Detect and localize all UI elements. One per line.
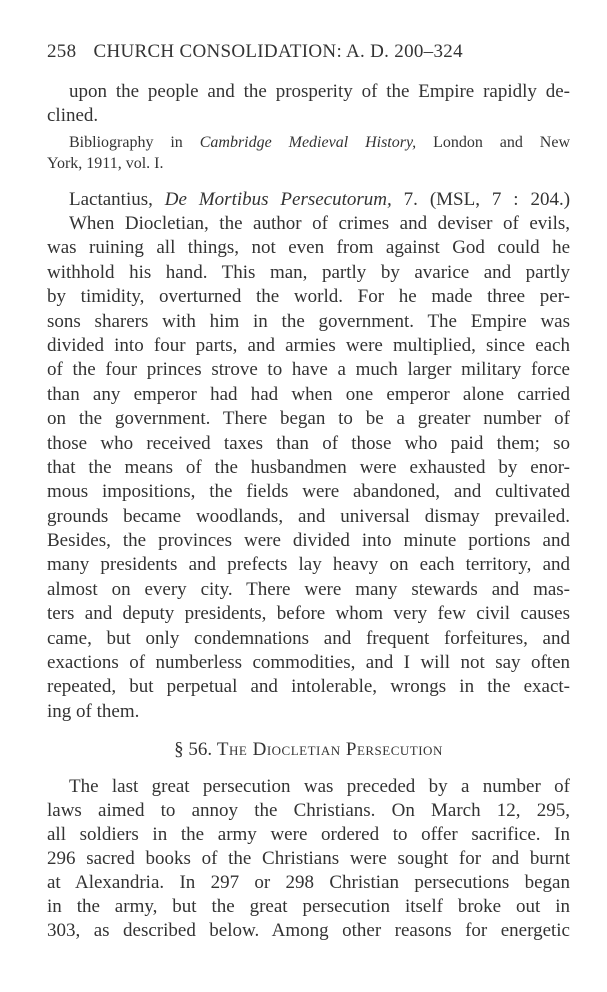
text-line: The last great persecution was preceded by a number of	[69, 776, 570, 797]
text-line: grounds became woodlands, and universal dismay prevailed.	[47, 505, 570, 527]
text-line: than any emperor had had when one emperor alone carried	[47, 383, 570, 405]
text-line: mous impositions, the fields were abandoned, and cultivated	[47, 481, 570, 503]
section-heading	[47, 738, 570, 762]
text-line: sons sharers with him in the government. The Empire was	[47, 310, 570, 332]
running-header	[47, 40, 463, 64]
text-line: of the four princes strove to have a much larger military force	[47, 359, 570, 381]
text-line: in the army, but the great persecution itself broke out in	[47, 896, 570, 917]
text-line: almost on every city. There were many stewards and mas-	[47, 578, 570, 600]
text-line: exactions of numberless commodities, and I will not say often	[47, 652, 570, 674]
text-line: all soldiers in the army were ordered to offer sacrifice. In	[47, 824, 570, 845]
bibliography-suffix: London and New	[433, 134, 571, 151]
text-line: that the means of the husbandmen were exhausted by enor-	[47, 456, 570, 478]
bibliography-title: Cambridge Medieval History,	[199, 134, 417, 151]
text-line: those who received taxes than of those who paid them; so	[47, 432, 570, 454]
text-line: ing of them.	[47, 700, 140, 722]
text-line: 303, as described below. Among other reasons for energetic	[47, 920, 570, 941]
source-line	[47, 188, 570, 212]
section-number: § 56.	[174, 739, 213, 760]
running-title: CHURCH CONSOLIDATION: A. D. 200–324	[93, 41, 463, 62]
text-line: repeated, but perpetual and intolerable, wrongs in the exact-	[47, 676, 570, 698]
text-line: on the government. There began to be a greater number of	[47, 408, 570, 430]
source-reference: (MSL, 7 : 204.)	[429, 189, 571, 210]
extract-text	[47, 212, 570, 724]
source-chapter: 7.	[403, 189, 418, 210]
source-work: De Mortibus Persecutorum,	[164, 189, 392, 210]
text-line: ters and deputy presidents, before whom very few civil causes	[47, 603, 570, 625]
page-number: 258	[47, 41, 77, 62]
text-line: by timidity, overturned the world. For he made three per-	[47, 286, 570, 308]
text-line: many presidents and prefects lay heavy on each territory, and	[47, 554, 570, 576]
text-line: upon the people and the prosperity of the Empire rapidly de-	[69, 81, 570, 102]
source-author: Lactantius,	[69, 189, 153, 210]
text-line: withhold his hand. This man, partly by avarice and partly	[47, 261, 570, 283]
bibliography-line	[47, 132, 570, 153]
text-line: was ruining all things, not even from against God could he	[47, 237, 570, 259]
section-title: The Diocletian Persecution	[216, 739, 443, 760]
text-line: at Alexandria. In 297 or 298 Christian persecutions began	[47, 872, 570, 893]
bibliography-line: York, 1911, vol. I.	[47, 155, 164, 172]
bibliography-note	[47, 132, 570, 174]
text-line: Besides, the provinces were divided into minute portions and	[47, 530, 570, 552]
paragraph-continuation	[47, 80, 570, 129]
text-line: clined.	[47, 105, 99, 127]
bibliography-prefix: Bibliography in	[69, 134, 183, 151]
section-paragraph	[47, 775, 570, 943]
text-line: When Diocletian, the author of crimes and deviser of evils,	[69, 213, 570, 234]
text-line: divided into four parts, and armies were multiplied, since each	[47, 334, 570, 356]
source-citation	[47, 188, 570, 212]
text-line: laws aimed to annoy the Christians. On March 12, 295,	[47, 800, 570, 821]
text-line: came, but only condemnations and frequent forfeitures, and	[47, 627, 570, 649]
text-line: 296 sacred books of the Christians were sought for and burnt	[47, 848, 570, 869]
